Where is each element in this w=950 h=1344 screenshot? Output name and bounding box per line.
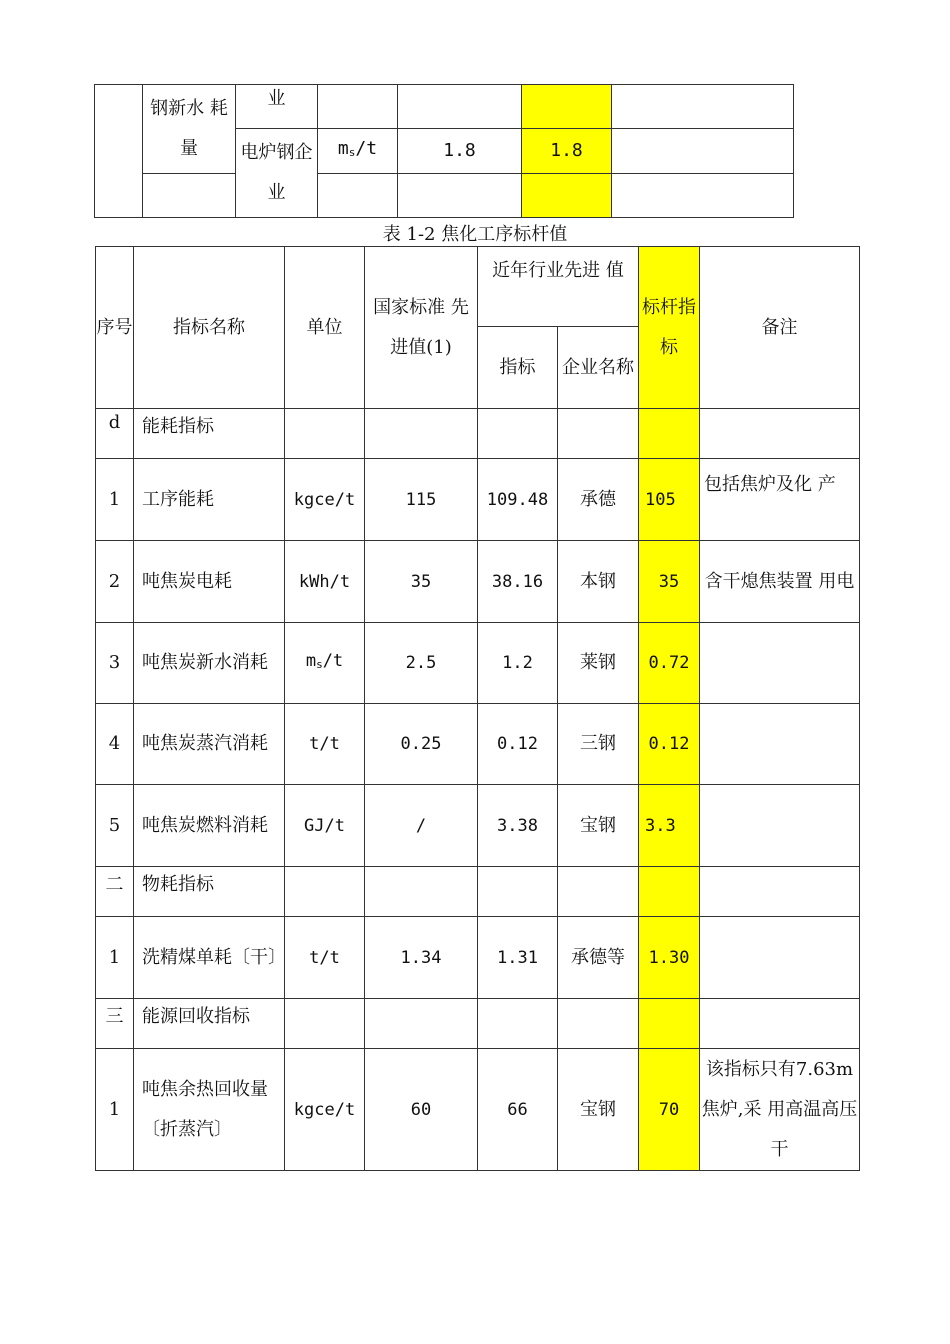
row-benchmark — [639, 999, 700, 1049]
top-cell-benchmark-a — [522, 85, 612, 129]
row-unit — [285, 409, 365, 459]
row-unit: GJ/t — [285, 785, 365, 867]
row-company: 承德等 — [558, 917, 639, 999]
top-cell-empty-seq — [95, 85, 143, 218]
row-seq: 1 — [96, 1049, 134, 1171]
row-remark — [700, 867, 860, 917]
row-index: 0.12 — [478, 704, 558, 785]
row-benchmark — [639, 409, 700, 459]
row-benchmark — [639, 867, 700, 917]
row-name: 吨焦炭电耗 — [134, 541, 285, 623]
row-benchmark: 70 — [639, 1049, 700, 1171]
row-seq: 三 — [96, 999, 134, 1049]
top-cell-unit-c — [318, 174, 398, 218]
row-company: 莱钢 — [558, 623, 639, 704]
row-unit: kgce/t — [285, 459, 365, 541]
row-company: 本钢 — [558, 541, 639, 623]
table-row — [96, 409, 860, 459]
row-benchmark: 105 — [639, 459, 700, 541]
top-cell-benchmark-b: 1.8 — [522, 129, 612, 174]
row-index: 66 — [478, 1049, 558, 1171]
row-index: 38.16 — [478, 541, 558, 623]
row-company: 宝钢 — [558, 785, 639, 867]
top-cell-value-b: 1.8 — [398, 129, 522, 174]
row-company — [558, 867, 639, 917]
row-company: 三钢 — [558, 704, 639, 785]
row-unit: t/t — [285, 704, 365, 785]
row-benchmark: 3.3 — [639, 785, 700, 867]
header-sub-company: 企业名称 — [558, 327, 639, 409]
row-company — [558, 409, 639, 459]
row-national: 0.25 — [365, 704, 478, 785]
row-unit — [285, 867, 365, 917]
row-remark: 该指标只有7.63m 焦炉,采 用高温高压干 — [700, 1049, 860, 1171]
row-seq: d — [96, 409, 134, 459]
row-name: 能源回收指标 — [134, 999, 285, 1049]
row-national: 115 — [365, 459, 478, 541]
top-cell-unit-a — [318, 85, 398, 129]
top-cell-remark-c — [612, 174, 794, 218]
row-name: 吨焦炭新水消耗 — [134, 623, 285, 704]
row-seq: 2 — [96, 541, 134, 623]
top-cell-value-c — [398, 174, 522, 218]
top-fragment-table — [94, 84, 794, 218]
row-remark: 含干熄焦装置 用电 — [700, 541, 860, 623]
top-cell-remark-b — [612, 129, 794, 174]
row-name: 工序能耗 — [134, 459, 285, 541]
table-row — [96, 541, 860, 623]
row-national — [365, 409, 478, 459]
row-name: 物耗指标 — [134, 867, 285, 917]
top-cell-remark-a — [612, 85, 794, 129]
table-row — [96, 704, 860, 785]
table-row — [96, 999, 860, 1049]
table-row — [96, 623, 860, 704]
row-index: 1.2 — [478, 623, 558, 704]
row-remark — [700, 623, 860, 704]
coking-benchmark-table — [95, 246, 860, 1171]
row-name: 洗精煤单耗〔干〕 — [134, 917, 285, 999]
row-name: 吨焦炭燃料消耗 — [134, 785, 285, 867]
row-index: 3.38 — [478, 785, 558, 867]
row-national — [365, 867, 478, 917]
row-benchmark: 0.72 — [639, 623, 700, 704]
row-index: 1.31 — [478, 917, 558, 999]
row-seq: 二 — [96, 867, 134, 917]
row-name: 吨焦炭蒸汽消耗 — [134, 704, 285, 785]
table-row — [96, 867, 860, 917]
row-company: 宝钢 — [558, 1049, 639, 1171]
row-seq: 1 — [96, 459, 134, 541]
row-seq: 4 — [96, 704, 134, 785]
row-national: 2.5 — [365, 623, 478, 704]
row-unit: t/t — [285, 917, 365, 999]
table-caption: 表 1-2 焦化工序标杆值 — [382, 224, 568, 245]
top-cell-name: 钢新水 耗量 — [143, 85, 236, 174]
row-national: 35 — [365, 541, 478, 623]
row-remark: 包括焦炉及化 产 — [700, 459, 860, 541]
table-row — [96, 1049, 860, 1171]
row-remark — [700, 409, 860, 459]
header-sub-index: 指标 — [478, 327, 558, 409]
row-remark — [700, 999, 860, 1049]
table-row — [96, 459, 860, 541]
row-name: 能耗指标 — [134, 409, 285, 459]
header-unit: 单位 — [285, 247, 365, 409]
row-name: 吨焦余热回收量〔折蒸汽〕 — [134, 1049, 285, 1171]
header-recent: 近年行业先进 值 — [478, 247, 639, 327]
header-name: 指标名称 — [134, 247, 285, 409]
row-company: 承德 — [558, 459, 639, 541]
row-index — [478, 867, 558, 917]
row-benchmark: 0.12 — [639, 704, 700, 785]
row-national: / — [365, 785, 478, 867]
header-national: 国家标准 先进值(1) — [365, 247, 478, 409]
top-cell-type-b: 电炉钢企业 — [236, 129, 318, 218]
row-index — [478, 409, 558, 459]
row-unit: kWh/t — [285, 541, 365, 623]
table-row — [96, 917, 860, 999]
row-national: 60 — [365, 1049, 478, 1171]
top-cell-benchmark-c — [522, 174, 612, 218]
top-cell-value-a — [398, 85, 522, 129]
header-remark: 备注 — [700, 247, 860, 409]
top-cell-name-c — [143, 174, 236, 218]
row-company — [558, 999, 639, 1049]
row-remark — [700, 704, 860, 785]
top-cell-unit-b: $m_s/t$ — [318, 129, 398, 174]
header-benchmark: 标杆指标 — [639, 247, 700, 409]
row-unit: kgce/t — [285, 1049, 365, 1171]
row-unit — [285, 999, 365, 1049]
row-benchmark: 1.30 — [639, 917, 700, 999]
row-seq: 3 — [96, 623, 134, 704]
row-index — [478, 999, 558, 1049]
row-seq: 1 — [96, 917, 134, 999]
row-index: 109.48 — [478, 459, 558, 541]
row-national — [365, 999, 478, 1049]
row-remark — [700, 785, 860, 867]
row-seq: 5 — [96, 785, 134, 867]
table-row — [96, 785, 860, 867]
row-national: 1.34 — [365, 917, 478, 999]
top-cell-type-a: 业 — [236, 85, 318, 129]
row-remark — [700, 917, 860, 999]
row-benchmark: 35 — [639, 541, 700, 623]
row-unit: $m_s/t$ — [285, 623, 365, 704]
header-seq: 序号 — [96, 247, 134, 409]
